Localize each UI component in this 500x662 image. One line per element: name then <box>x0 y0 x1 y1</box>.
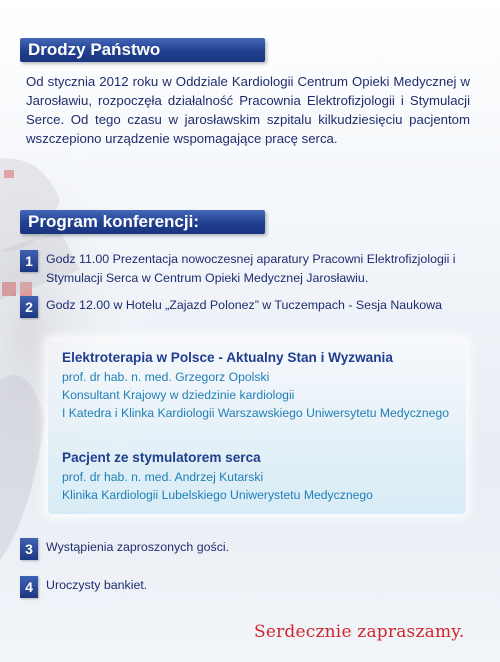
talk1-affiliation: I Katedra i Klinka Kardiologii Warszawskiego Uniwersytetu Medycznego <box>62 406 450 420</box>
program-header-bar <box>20 210 265 234</box>
talk2-title: Pacjent ze stymulatorem serca <box>62 450 261 465</box>
greeting-title: Drodzy Państwo <box>28 40 161 59</box>
program-number-badge: 4 <box>20 576 38 598</box>
program-number-badge: 2 <box>20 296 38 318</box>
talk1-role: Konsultant Krajowy w dziedzinie kardiologii <box>62 388 295 402</box>
program-title: Program konferencji: <box>28 212 199 231</box>
closing-invitation: Serdecznie zapraszamy. <box>254 622 465 642</box>
program-number-badge: 3 <box>20 538 38 560</box>
program-item-text: Godz 12.00 w Hotelu „Zajazd Polonez” w Tuczempach - Sesja Naukowa <box>46 298 443 312</box>
program-item-text: Wystąpienia zaproszonych gości. <box>46 540 230 554</box>
program-item-text: Godz 11.00 Prezentacja nowoczesnej aparatury Pracowni Elektrofizjologii i Stymulacji Serca w Centrum Opieki Medycznej Jarosławiu. <box>46 252 456 285</box>
greeting-header-bar <box>20 38 265 62</box>
talk2-affiliation: Klinika Kardiologii Lubelskiego Uniwerystetu Medycznego <box>62 488 373 502</box>
talk2-speaker: prof. dr hab. n. med. Andrzej Kutarski <box>62 470 264 484</box>
intro-paragraph: Od stycznia 2012 roku w Oddziale Kardiologii Centrum Opieki Medycznej w Jarosławiu, rozpoczęła działalność Pracownia Elektrofizjologii i Stymulacji Serce. Od tego czasu w jarosławskim szpitalu kilkudziesięciu pacjentom wszczepiono urządzenie wspomagające pracę serca. <box>26 74 470 146</box>
program-item-text: Uroczysty bankiet. <box>46 578 148 592</box>
talk1-speaker: prof. dr hab. n. med. Grzegorz Opolski <box>62 370 270 384</box>
program-number-badge: 1 <box>20 250 38 272</box>
talk1-title: Elektroterapia w Polsce - Aktualny Stan i Wyzwania <box>62 350 393 365</box>
